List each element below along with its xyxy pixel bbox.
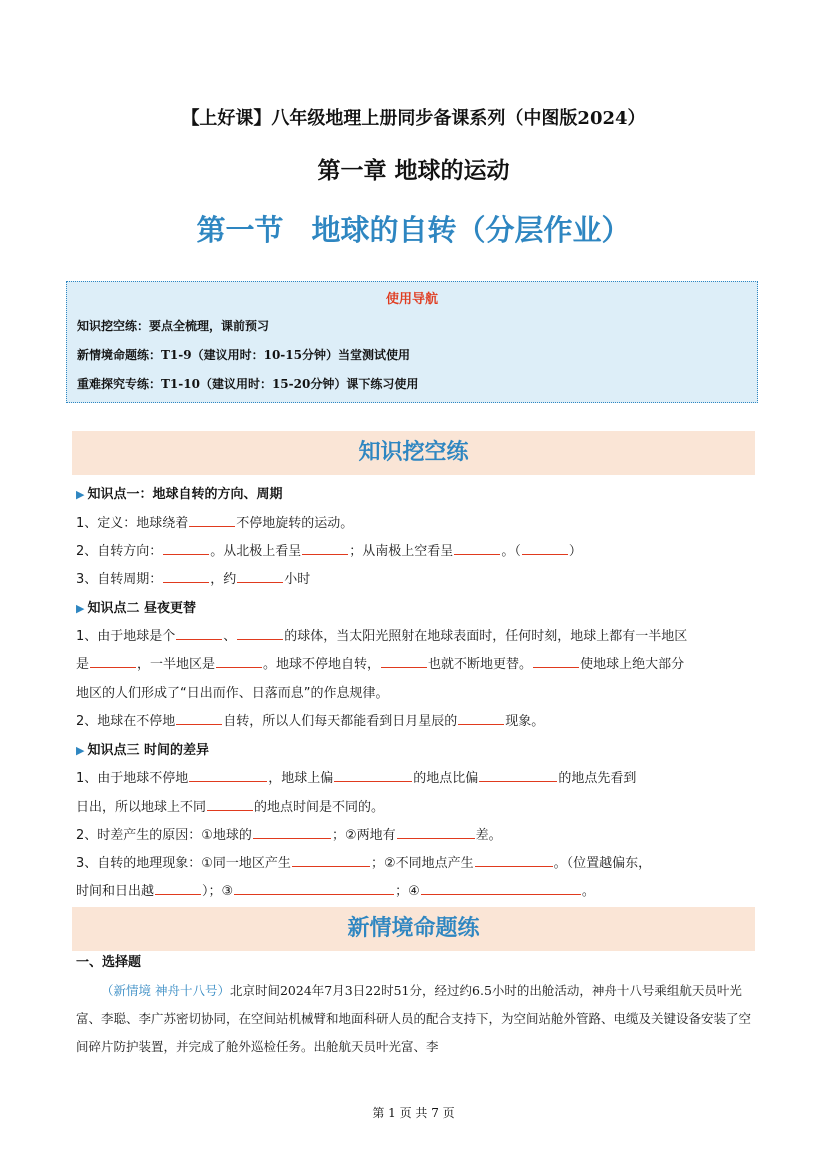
kp1-line-2: 2、自转方向： 。从北极上看呈 ；从南极上空看呈 。（ ）: [76, 544, 582, 559]
fill-blank[interactable]: [234, 882, 394, 895]
fill-blank[interactable]: [237, 627, 283, 640]
section-name: 地球的自转（分层作业）: [311, 213, 631, 247]
scenario-banner: 新情境命题练: [72, 907, 755, 951]
usage-guide-title: 使用导航: [385, 292, 438, 307]
section-title: [0, 208, 827, 249]
fill-blank[interactable]: [458, 712, 504, 725]
fill-blank[interactable]: [163, 570, 209, 583]
kp2-line-2: 是 ，一半地区是 。地球不停地自转， 也就不断地更替。 使地球上绝大部分: [76, 657, 685, 672]
kp3-line-2: 日出，所以地球上不同 的地点时间是不同的。: [76, 800, 385, 815]
kp1-line-3: 3、自转周期： ，约 小时: [76, 572, 311, 587]
kp2-line-4: 2、地球在不停地 自转，所以人们每天都能看到日月星辰的 现象。: [76, 714, 545, 729]
kp1-line-1: 1、定义：地球绕着 不停地旋转的运动。: [76, 516, 354, 531]
fill-blank[interactable]: [522, 542, 568, 555]
fill-blank[interactable]: [334, 769, 412, 782]
fill-blank[interactable]: [253, 826, 331, 839]
fill-blank[interactable]: [216, 655, 262, 668]
triangle-bullet-icon: ▶: [76, 602, 85, 615]
fill-blank[interactable]: [292, 854, 370, 867]
fill-blank[interactable]: [533, 655, 579, 668]
knowledge-banner: 知识挖空练: [72, 431, 755, 475]
fill-blank[interactable]: [397, 826, 475, 839]
fill-blank[interactable]: [237, 570, 283, 583]
choice-section-heading: 一、选择题: [76, 955, 142, 970]
triangle-bullet-icon: ▶: [76, 488, 85, 501]
fill-blank[interactable]: [155, 882, 201, 895]
kp2-line-3: 地区的人们形成了“日出而作、日落而息”的作息规律。: [76, 686, 389, 701]
kp3-line-3: 2、时差产生的原因：①地球的 ；②两地有 差。: [76, 828, 502, 843]
section-number: 第一节: [196, 213, 284, 247]
scenario-tag: （新情境 神舟十八号）: [101, 983, 230, 998]
fill-blank[interactable]: [479, 769, 557, 782]
triangle-bullet-icon: ▶: [76, 744, 85, 757]
passage-text: 北京时间2024年7月3日22时51分，经过约6.5小时的出舱活动，神舟十八号乘组航天员叶光富、李聪、李广苏密切协同，在空间站机械臂和地面科研人员的配合支持下，为空间站舱外管路、电缆及关键设备安装了空间碎片防护装置，并完成了舱外巡检任务。出舱航天员叶光富、李: [76, 983, 752, 1054]
knowledge-point-2-title: ▶ 知识点二 昼夜更替: [76, 601, 196, 616]
fill-blank[interactable]: [176, 627, 222, 640]
fill-blank[interactable]: [302, 542, 348, 555]
fill-blank[interactable]: [163, 542, 209, 555]
fill-blank[interactable]: [176, 712, 222, 725]
fill-blank[interactable]: [475, 854, 553, 867]
fill-blank[interactable]: [207, 798, 253, 811]
guide-line: 重难探究专练：T1-10（建议用时：15-20分钟）课下练习使用: [77, 377, 419, 391]
guide-line: 知识挖空练：要点全梳理，课前预习: [77, 319, 270, 333]
series-title: 【上好课】八年级地理上册同步备课系列（中图版2024）: [181, 108, 646, 129]
question-passage: [76, 977, 752, 1061]
kp3-line-4: 3、自转的地理现象：①同一地区产生 ；②不同地点产生 。（位置越偏东，: [76, 856, 652, 871]
guide-line: 新情境命题练：T1-9（建议用时：10-15分钟）当堂测试使用: [77, 348, 410, 362]
fill-blank[interactable]: [381, 655, 427, 668]
kp2-line-1: 1、由于地球是个 、 的球体，当太阳光照射在地球表面时，任何时刻，地球上都有一半地区: [76, 629, 688, 644]
knowledge-point-1-title: ▶ 知识点一：地球自转的方向、周期: [76, 487, 283, 502]
fill-blank[interactable]: [421, 882, 581, 895]
usage-guide-box: [66, 281, 758, 403]
page-footer: 第 1 页 共 7 页: [372, 1106, 455, 1120]
fill-blank[interactable]: [454, 542, 500, 555]
knowledge-point-3-title: ▶ 知识点三 时间的差异: [76, 743, 209, 758]
fill-blank[interactable]: [90, 655, 136, 668]
kp3-line-5: 时间和日出越 ）；③ ；④ 。: [76, 884, 595, 899]
kp3-line-1: 1、由于地球不停地 ，地球上偏 的地点比偏 的地点先看到: [76, 771, 637, 786]
chapter-title: 第一章 地球的运动: [317, 158, 510, 184]
fill-blank[interactable]: [189, 769, 267, 782]
fill-blank[interactable]: [189, 514, 235, 527]
